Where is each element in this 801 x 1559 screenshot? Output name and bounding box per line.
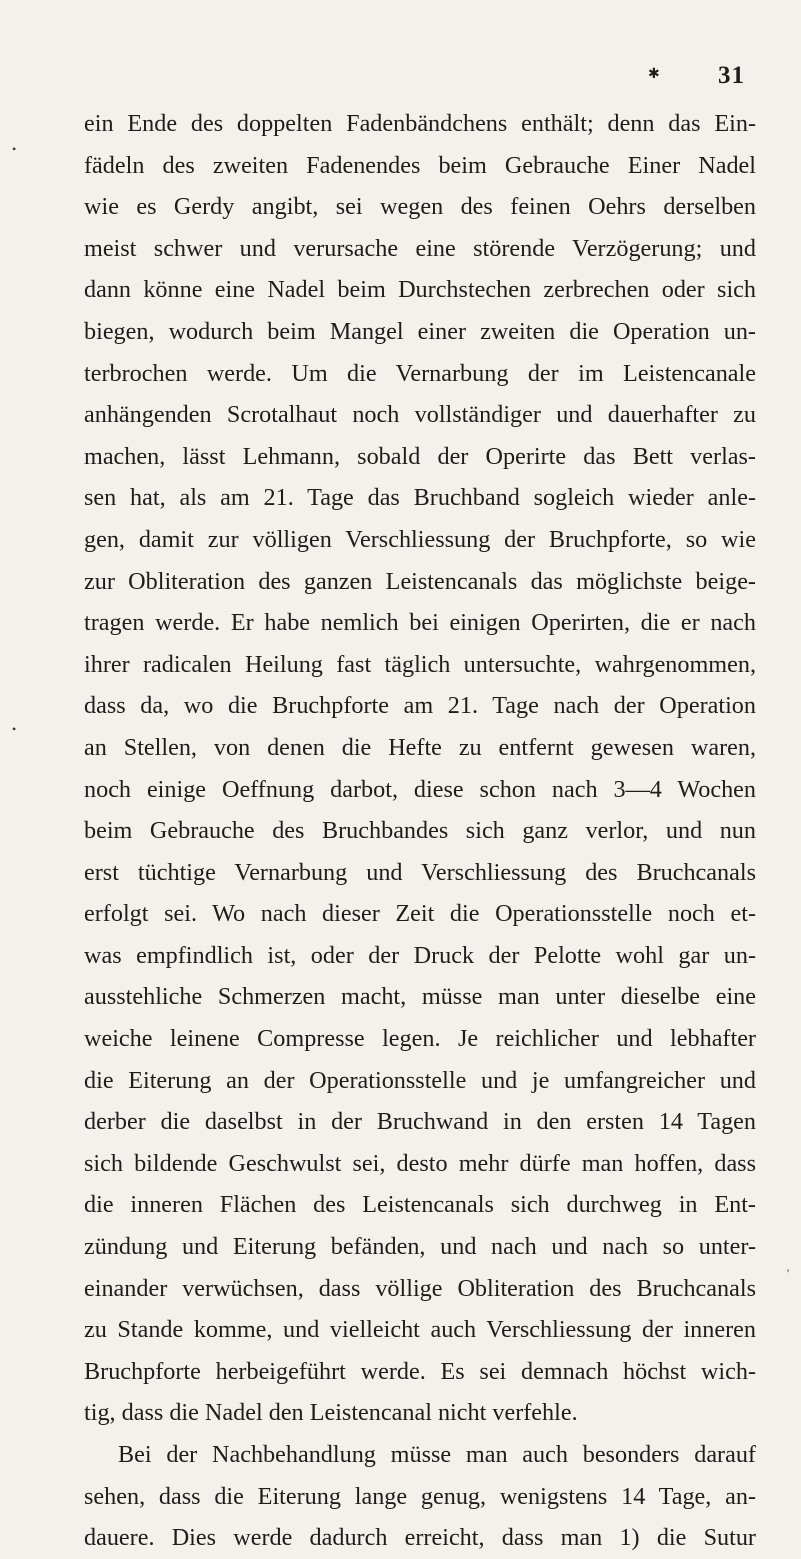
text-line: ein Ende des doppelten Fadenbändchens enthält; denn das Ein- xyxy=(84,110,756,137)
text-line: zu Stande komme, und vielleicht auch Verschliessung der inneren xyxy=(84,1316,756,1344)
text-line: gen, damit zur völligen Verschliessung der Bruchpforte, so wie xyxy=(84,525,756,553)
printer-mark: ✱ xyxy=(648,67,660,82)
text-line: derber die daselbst in der Bruchwand in den ersten 14 Tagen xyxy=(84,1108,756,1136)
text-line: terbrochen werde. Um die Vernarbung der im Leistencanale xyxy=(84,359,756,387)
text-line: noch einige Oeffnung darbot, diese schon nach 3—4 Wochen xyxy=(84,775,756,803)
text-line: erfolgt sei. Wo nach dieser Zeit die Operationsstelle noch et- xyxy=(84,900,756,928)
text-line: die inneren Flächen des Leistencanals sich durchweg in Ent- xyxy=(84,1191,756,1219)
margin-mark: ' xyxy=(787,1266,790,1280)
margin-mark: • xyxy=(12,722,17,736)
text-line: beim Gebrauche des Bruchbandes sich ganz verlor, und nun xyxy=(84,817,756,845)
body-text xyxy=(84,103,756,1559)
text-line: ausstehliche Schmerzen macht, müsse man unter dieselbe eine xyxy=(84,983,756,1011)
page-number: 31 xyxy=(718,62,745,89)
text-line: meist schwer und verursache eine störende Verzögerung; und xyxy=(84,234,756,262)
text-line: machen, lässt Lehmann, sobald der Operirte das Bett verlas- xyxy=(84,442,756,470)
text-line: wie es Gerdy angibt, sei wegen des feinen Oehrs derselben xyxy=(84,193,756,221)
text-line: tragen werde. Er habe nemlich bei einigen Operirten, die er nach xyxy=(84,609,756,637)
text-line: zündung und Eiterung befänden, und nach und nach so unter- xyxy=(84,1233,756,1261)
text-line: sich bildende Geschwulst sei, desto mehr dürfe man hoffen, dass xyxy=(84,1149,756,1177)
text-line: tig, dass die Nadel den Leistencanal nicht verfehle. xyxy=(84,1399,578,1427)
text-line: biegen, wodurch beim Mangel einer zweiten die Operation un- xyxy=(84,317,756,345)
text-line: Bei der Nachbehandlung müsse man auch besonders darauf xyxy=(118,1441,756,1468)
text-line: die Eiterung an der Operationsstelle und je umfangreicher und xyxy=(84,1066,756,1094)
text-line: erst tüchtige Vernarbung und Verschliessung des Bruchcanals xyxy=(84,858,756,886)
text-line: ihrer radicalen Heilung fast täglich untersuchte, wahrgenommen, xyxy=(84,650,756,678)
text-line: was empfindlich ist, oder der Druck der Pelotte wohl gar un- xyxy=(84,941,756,969)
text-line: anhängenden Scrotalhaut noch vollständiger und dauerhafter zu xyxy=(84,401,756,429)
text-line: dann könne eine Nadel beim Durchstechen zerbrechen oder sich xyxy=(84,276,756,304)
text-line: an Stellen, von denen die Hefte zu entfernt gewesen waren, xyxy=(84,733,756,761)
text-line: sen hat, als am 21. Tage das Bruchband sogleich wieder anle- xyxy=(84,484,756,512)
text-line: dass da, wo die Bruchpforte am 21. Tage nach der Operation xyxy=(84,692,756,720)
text-line: einander verwüchsen, dass völlige Obliteration des Bruchcanals xyxy=(84,1274,756,1302)
text-line: Bruchpforte herbeigeführt werde. Es sei demnach höchst wich- xyxy=(84,1357,756,1385)
text-line: weiche leinene Compresse legen. Je reichlicher und lebhafter xyxy=(84,1025,756,1053)
text-line: sehen, dass die Eiterung lange genug, wenigstens 14 Tage, an- xyxy=(84,1482,756,1510)
text-line: dauere. Dies werde dadurch erreicht, dass man 1) die Sutur xyxy=(84,1524,756,1552)
text-line: zur Obliteration des ganzen Leistencanals das möglichste beige- xyxy=(84,567,756,595)
text-line: fädeln des zweiten Fadenendes beim Gebrauche Einer Nadel xyxy=(84,151,756,179)
margin-mark: • xyxy=(12,142,17,156)
